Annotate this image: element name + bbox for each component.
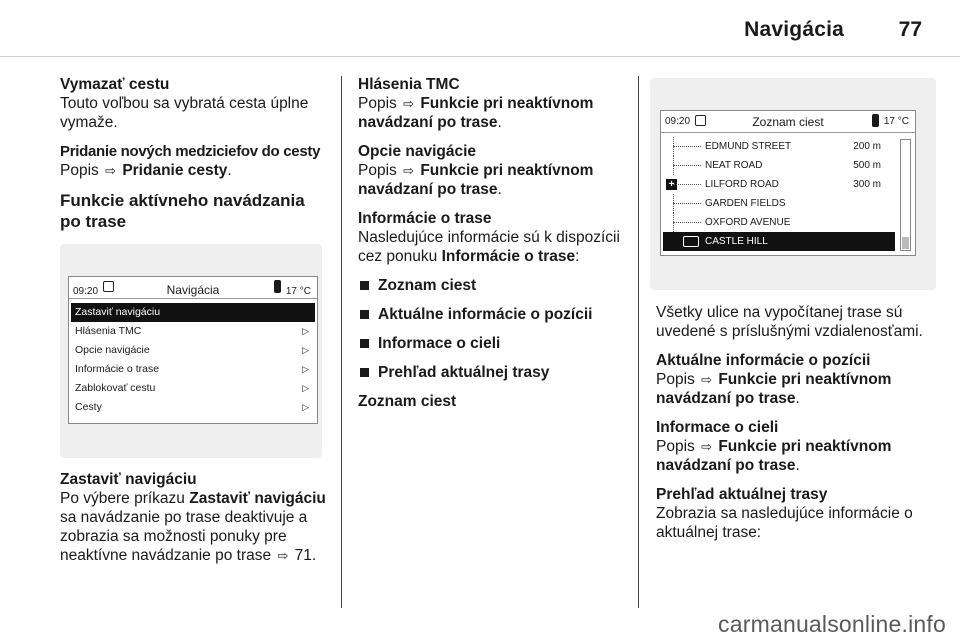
section-heading: Pridanie nových medziciefov do cesty	[60, 143, 321, 160]
paragraph: Nasledujúce informácie sú k dispozícii cez ponuku Informácie o trase:	[358, 229, 620, 265]
paragraph: Popis ⇨ Funkcie pri neaktívnom navádzaní po trase.	[656, 438, 892, 474]
section-heading: Zastaviť navigáciu	[60, 471, 197, 488]
paragraph: Touto voľbou sa vybratá cesta úplne vymaže.	[60, 95, 309, 131]
chevron-right-icon: ▷	[302, 364, 309, 374]
page-reference[interactable]: 71.	[294, 547, 317, 564]
screen-illustration	[60, 244, 322, 458]
text-run: sa navádzanie po trase deaktivuje a zobrazia sa možnosti ponuky pre neaktívne navádzanie po trase	[60, 509, 308, 564]
arrow-right-outline-icon: ⇨	[403, 163, 414, 178]
distance: 200 m	[853, 141, 881, 152]
header-rule	[0, 56, 960, 57]
menu-name: Informácie o trase	[441, 248, 576, 265]
menu-item-tmc[interactable]	[71, 322, 315, 341]
status-bar	[661, 111, 915, 133]
screen-title: Navigácia	[166, 283, 220, 297]
clock-time: 09:20	[73, 286, 99, 297]
command-name: Zastaviť navigáciu	[189, 490, 326, 507]
thermometer-icon	[274, 280, 281, 293]
cross-reference-link[interactable]: Funkcie pri neaktívnom navádzaní po trase	[656, 438, 892, 474]
page-header	[0, 0, 960, 58]
paragraph	[60, 489, 328, 565]
page-number: 77	[898, 18, 922, 41]
menu-item-route-info[interactable]	[71, 360, 315, 379]
screen-illustration	[650, 78, 936, 290]
column-2	[358, 75, 620, 411]
menu-item-label: Opcie navigácie	[75, 344, 150, 356]
cross-reference-link[interactable]: Funkcie pri neaktívnom navádzaní po trase	[656, 371, 892, 407]
route-row[interactable]	[663, 175, 895, 194]
arrow-right-outline-icon: ⇨	[277, 548, 289, 563]
section-heading: Informácie o trase	[358, 210, 492, 227]
text-run: Nasledujúce informácie sú k dispozícii cez ponuku	[358, 229, 620, 265]
text-run: Po výbere príkazu	[60, 490, 185, 507]
temperature: 17 °C	[883, 116, 909, 127]
scrollbar[interactable]	[900, 139, 911, 251]
cross-reference-link[interactable]: Funkcie pri neaktívnom navádzaní po trase	[358, 95, 594, 131]
section-heading: Aktuálne informácie o pozícii	[656, 352, 871, 369]
distance: 500 m	[853, 160, 881, 171]
list-item: Informace o cieli	[358, 334, 620, 353]
column-divider-1	[341, 76, 342, 608]
display-screen	[68, 276, 318, 424]
chevron-right-icon: ▷	[302, 345, 309, 355]
street-name: CASTLE HILL	[705, 236, 768, 247]
menu-item-label: Zastaviť navigáciu	[75, 306, 161, 318]
street-name: OXFORD AVENUE	[705, 217, 791, 228]
route-list	[663, 137, 895, 251]
route-row[interactable]	[663, 156, 895, 175]
display-screen	[660, 110, 916, 256]
section-heading: Opcie navigácie	[358, 143, 477, 160]
scroll-thumb[interactable]	[902, 237, 909, 249]
distance: 300 m	[853, 179, 881, 190]
screen-title: Zoznam ciest	[752, 115, 824, 129]
cross-reference-link[interactable]: Funkcie pri neaktívnom navádzaní po trase	[358, 162, 594, 198]
route-row[interactable]	[663, 137, 895, 156]
description-prefix: Popis	[60, 162, 99, 179]
paragraph: Popis ⇨ Funkcie pri neaktívnom navádzaní po trase.	[358, 162, 594, 198]
description-prefix: Popis	[656, 371, 695, 388]
list-item: Zoznam ciest	[358, 276, 620, 295]
column-3	[656, 303, 926, 552]
arrow-right-outline-icon: ⇨	[105, 163, 116, 178]
menu-item-options[interactable]	[71, 341, 315, 360]
arrow-right-outline-icon: ⇨	[701, 439, 712, 454]
street-name: GARDEN FIELDS	[705, 198, 786, 209]
chevron-right-icon: ▷	[302, 383, 309, 393]
cross-reference-link[interactable]: Pridanie cesty	[122, 162, 228, 179]
nav-menu	[71, 303, 315, 417]
section-heading: Hlásenia TMC	[358, 76, 460, 93]
chevron-right-icon: ▷	[302, 402, 309, 412]
chapter-heading: Funkcie aktívneho navádzania po trase	[60, 191, 305, 231]
paragraph: Popis ⇨ Funkcie pri neaktívnom navádzaní po trase.	[358, 95, 594, 131]
arrow-right-outline-icon: ⇨	[701, 372, 712, 387]
column-1	[60, 75, 328, 575]
paragraph: Všetky ulice na vypočítanej trase sú uvedené s príslušnými vzdialenosťami.	[656, 304, 923, 340]
thermometer-icon	[872, 114, 879, 127]
street-name: NEAT ROAD	[705, 160, 763, 171]
section-heading: Vymazať cestu	[60, 76, 170, 93]
paragraph: Popis ⇨ Funkcie pri neaktívnom navádzaní po trase.	[656, 371, 892, 407]
watermark: carmanualsonline.info	[718, 611, 946, 637]
list-item: Prehľad aktuálnej trasy	[358, 363, 620, 382]
section-heading: Informace o cieli	[656, 419, 779, 436]
list-item: Aktuálne informácie o pozícii	[358, 305, 620, 324]
status-bar	[69, 277, 317, 299]
route-row[interactable]	[663, 213, 895, 232]
description-prefix: Popis	[656, 438, 695, 455]
temperature: 17 °C	[285, 286, 311, 297]
menu-item-stop-navigation[interactable]	[71, 303, 315, 322]
menu-item-label: Informácie o trase	[75, 363, 160, 375]
page-title: Navigácia	[744, 18, 844, 41]
menu-item-label: Cesty	[75, 401, 102, 413]
route-row[interactable]	[663, 194, 895, 213]
description-prefix: Popis	[358, 162, 397, 179]
paragraph: Zobrazia sa nasledujúce informácie o aktuálnej trase:	[656, 505, 913, 541]
menu-item-routes[interactable]	[71, 398, 315, 417]
chevron-right-icon: ▷	[302, 326, 309, 336]
menu-item-label: Hlásenia TMC	[75, 325, 142, 337]
street-name: EDMUND STREET	[705, 141, 792, 152]
bullet-list	[358, 276, 620, 382]
route-row-selected[interactable]	[663, 232, 895, 251]
menu-item-block-road[interactable]	[71, 379, 315, 398]
street-name: LILFORD ROAD	[705, 179, 779, 190]
section-heading: Prehľad aktuálnej trasy	[656, 486, 828, 503]
arrow-right-outline-icon: ⇨	[403, 96, 414, 111]
car-icon	[683, 236, 699, 247]
expand-plus-icon[interactable]: +	[666, 179, 677, 190]
menu-item-label: Zablokovať cestu	[75, 382, 156, 394]
section-heading: Zoznam ciest	[358, 393, 457, 410]
clock-time: 09:20	[665, 116, 691, 127]
column-divider-2	[638, 76, 639, 608]
description-prefix: Popis	[358, 95, 397, 112]
paragraph: Popis ⇨ Pridanie cesty.	[60, 162, 232, 179]
